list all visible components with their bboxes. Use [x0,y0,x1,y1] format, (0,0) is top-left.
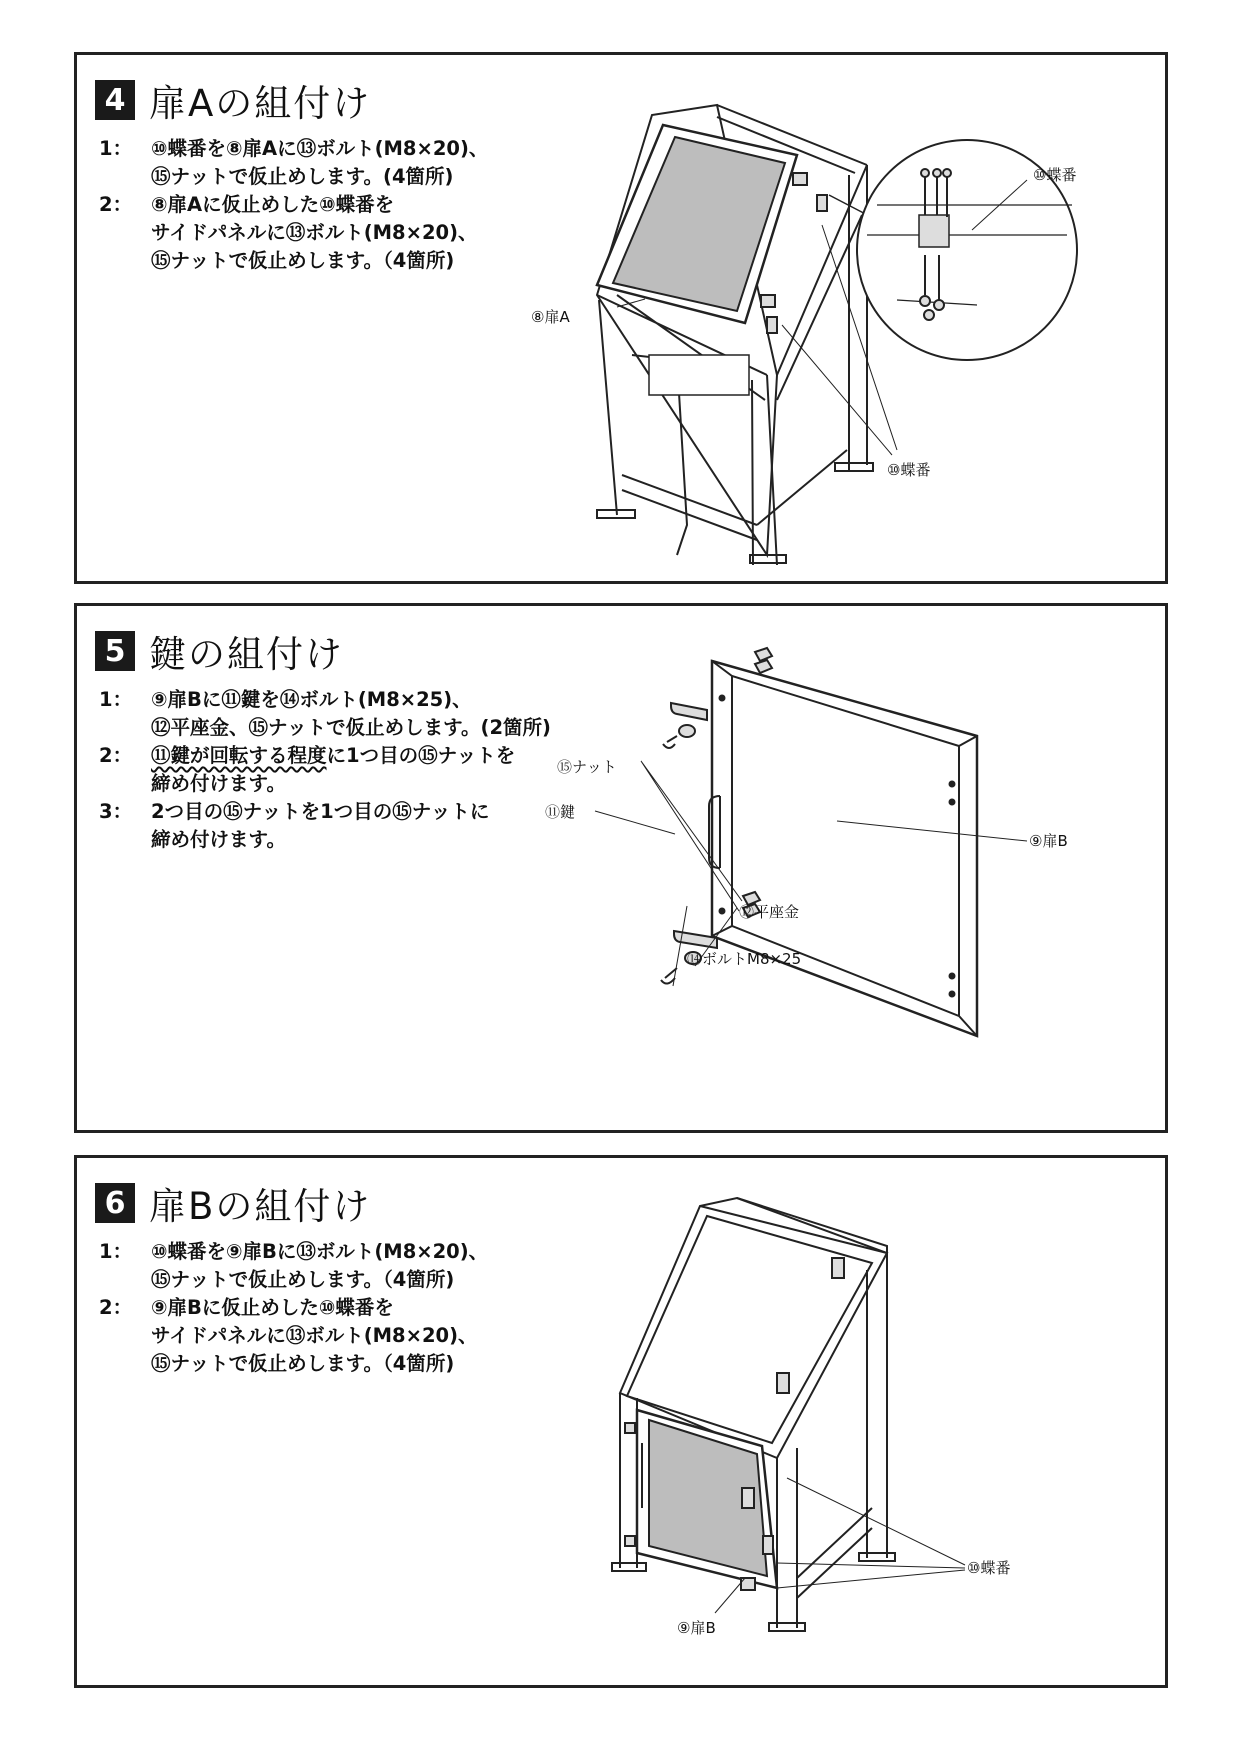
instruction-step: 2： ⑪鍵が回転する程度に1つ目の⑮ナットを 締め付けます。 [99,744,516,795]
assembly-illustration-door-a [77,55,1171,587]
label-nut: ⑮ナット [557,758,617,776]
label-door-a: ⑧扉A [531,308,570,326]
section-title: 扉Bの組付け [149,1185,372,1228]
section-4-door-a [74,52,1168,584]
label-hinge: ⑩蝶番 [967,1559,1011,1577]
step-number-badge: 4 [95,80,135,120]
instruction-step: 1： ⑩蝶番を⑧扉Aに⑬ボルト(M8×20)、 ⑮ナットで仮止めします。(4箇所) [99,137,489,188]
label-bolt: ⑭ボルトM8×25 [687,950,802,968]
instruction-step: 2： ⑧扉Aに仮止めした⑩蝶番を サイドパネルに⑬ボルト(M8×20)、 ⑮ナットで仮止めします。（4箇所) [99,193,478,272]
assembly-illustration-door-b [77,1158,1171,1691]
section-title: 扉Aの組付け [149,82,372,125]
label-door-b: ⑨扉B [1029,832,1068,850]
label-hinge-detail: ⑩蝶番 [1033,166,1077,184]
section-5-lock [74,603,1168,1133]
step-number-badge: 5 [95,631,135,671]
step-number-badge: 6 [95,1183,135,1223]
label-key: ⑪鍵 [545,803,576,821]
section-6-door-b [74,1155,1168,1688]
instruction-step: 1： ⑨扉Bに⑪鍵を⑭ボルト(M8×25)、 ⑫平座金、⑮ナットで仮止めします。(2箇所) [99,688,551,739]
section-title: 鍵の組付け [149,633,344,676]
assembly-illustration-lock [77,606,1171,1136]
label-washer: ⑫平座金 [739,903,800,921]
emphasis-underline: ⑪鍵が回転する程度 [151,744,327,767]
label-hinge: ⑩蝶番 [887,461,931,479]
instruction-step: 3： 2つ目の⑮ナットを1つ目の⑮ナットに 締め付けます。 [99,800,490,851]
instruction-step: 1： ⑩蝶番を⑨扉Bに⑬ボルト(M8×20)、 ⑮ナットで仮止めします。（4箇所) [99,1240,489,1291]
label-door-b: ⑨扉B [677,1619,716,1637]
instruction-step: 2： ⑨扉Bに仮止めした⑩蝶番を サイドパネルに⑬ボルト(M8×20)、 ⑮ナットで仮止めします。（4箇所) [99,1296,478,1375]
